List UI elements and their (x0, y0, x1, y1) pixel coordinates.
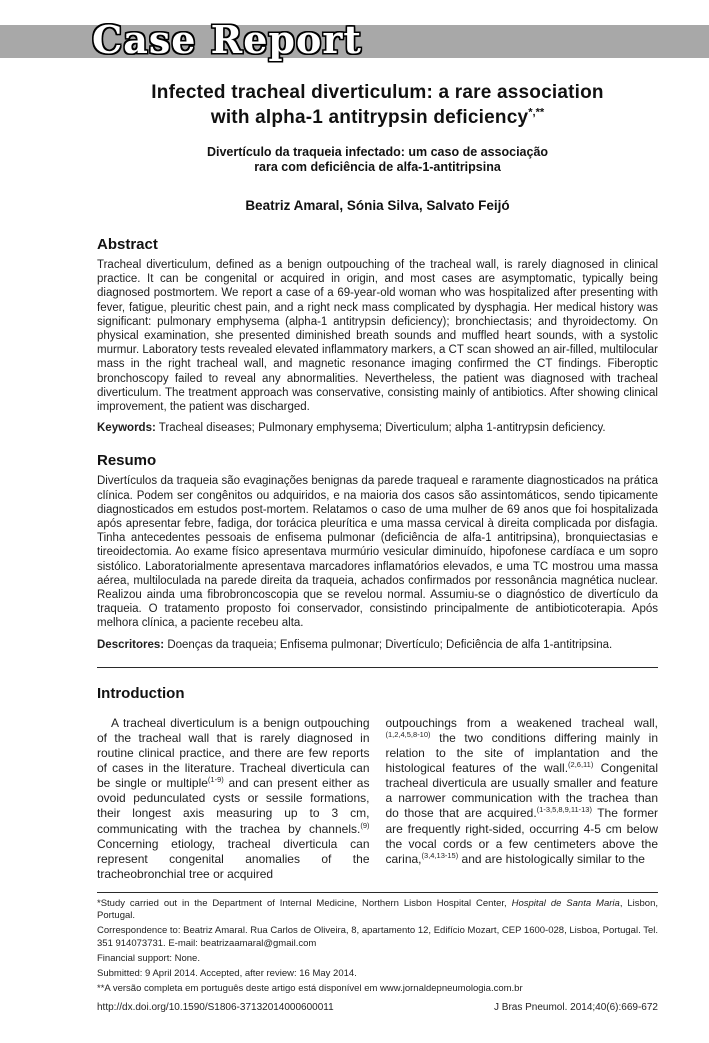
introduction-heading: Introduction (97, 684, 185, 702)
article-title-pt (97, 145, 658, 175)
descritores-line (97, 638, 658, 652)
abstract-body: Tracheal diverticulum, defined as a benign outpouching of the tracheal wall, is rarely diagnosed in clinical practice. It can be congenital or acquired in origin, and most cases are asymptomatic, typically being diagnosed postmortem. We report a case of a 69-year-old woman who was hospitalized after presenting with fever, fatigue, pleuritic chest pain, and a right neck mass complicated by dysphagia. Her medical history was significant: pulmonary emphysema (alpha-1 antitrypsin deficiency); bronchiectasis; and thyroidectomy. On physical examination, she presented diminished breath sounds and muffled heart sounds, with a systolic murmur. Laboratory tests revealed elevated inflammatory markers, a CT scan showed an air-filled, multilocular mass in the right tracheal wall, and magnetic resonance imaging confirmed the CT findings. Fiberoptic bronchoscopy failed to reveal any abnormalities. Nevertheless, the patient was diagnosed with tracheal diverticulum. The treatment approach was conservative, consisting mainly of antibiotics. After showing clinical improvement, the patient was discharged. (97, 259, 658, 414)
footnote-submitted: Submitted: 9 April 2014. Accepted, after review: 16 May 2014. (97, 967, 357, 979)
footnote-portuguese-version: **A versão completa em português deste artigo está disponível em www.jornaldepneumologia.com.br (97, 983, 523, 995)
article-title-en (97, 80, 658, 130)
subtitle-line-2: rara com deficiência de alfa-1-antitripsina (254, 160, 501, 174)
introduction-paragraph-right: outpouchings from a weakened tracheal wall,$^{(1,2,4,5,8-10)}$ the two conditions differing mainly in relation to the site of implantation and the histological features of the wall.$^{(2,6,11)}$ Congenital tracheal diverticula are usually smaller and feature a narrower communication with the trachea than do those that are acquired.$^{(1-3,5,8,9,11-13)}$ The former are frequently right-sided, occurring 4-5 cm below the vocal cords or a few centimeters above the carina,$^{(3,4,13-15)}$ and are histologically similar to the (385, 715, 658, 866)
descritores-text: Doenças da traqueia; Enfisema pulmonar; Divertículo; Deficiência de alfa 1-antitripsina. (164, 638, 613, 651)
resumo-body: Divertículos da traqueia são evaginações benignas da parede traqueal e raramente diagnosticados na prática clínica. Podem ser congênitos ou adquiridos, e na maioria dos casos são assintomáticos, sendo tipicamente diagnosticados em estudos post-mortem. Relatamos o caso de uma mulher de 69 anos que foi hospitalizada após apresentar febre, fadiga, dor torácica pleurítica e uma massa cervical à direita complicada por disfagia. Tinha antecedentes pessoais de enfisema pulmonar (deficiência de alfa-1 antitripsina), bronquiectasias e tireoidectomia. Ao exame físico apresentava murmúrio vesicular diminuído, hipofonese cardíaca e um sopro sistólico. Laboratorialmente apresentava marcadores inflamatórios elevados, e uma TC mostrou uma massa aérea, multiloculada na parede direita da traqueia, achados confirmados por ressonância magnética nuclear. Realizou ainda uma fibrobroncoscopia que se revelou normal. Assumiu-se o diagnóstico de divertículo da traqueia. O tratamento proposto foi conservador, consistindo principalmente de antibioticoterapia. Após melhora clínica, a paciente recebeu alta. (97, 475, 658, 630)
descritores-label: Descritores: (97, 638, 165, 651)
title-line-2: with alpha-1 antitrypsin deficiency*,** (210, 106, 545, 128)
introduction-paragraph-left: A tracheal diverticulum is a benign outpouching of the tracheal wall that is rarely diagnosed in routine clinical practice, and there are few reports of cases in the literature. Tracheal diverticula can be single or multiple$^{(1-9)}$ and can present either as ovoid pedunculated cysts or sessile formations, their longest axis measuring up to 3 cm, communicating with the trachea by channels.$^{(9)}$ Concerning etiology, tracheal diverticula can represent congenital anomalies of the tracheobronchial tree or acquired (97, 715, 370, 881)
section-banner (0, 17, 709, 62)
keywords-line (97, 421, 658, 435)
introduction-column-right (386, 716, 659, 882)
abstract-heading: Abstract (97, 236, 158, 253)
introduction-column-left (97, 716, 370, 882)
keywords-text: Tracheal diseases; Pulmonary emphysema; Diverticulum; alpha 1-antitrypsin deficiency. (155, 422, 606, 435)
doi-link: http://dx.doi.org/10.1590/S1806-37132014000600011 (97, 1002, 334, 1013)
resumo-heading: Resumo (97, 452, 157, 470)
journal-citation: J Bras Pneumol. 2014;40(6):669-672 (494, 1002, 658, 1013)
page-footer (97, 1002, 658, 1013)
keywords-label: Keywords: (97, 422, 156, 435)
footnotes-divider (97, 892, 658, 893)
introduction-columns (97, 716, 658, 882)
article-content (97, 80, 658, 995)
authors-line: Beatriz Amaral, Sónia Silva, Salvato Feijó (245, 198, 510, 213)
footnote-correspondence: Correspondence to: Beatriz Amaral. Rua Carlos de Oliveira, 8, apartamento 12, Edifício Mozart, CEP 1600-028, Lisboa, Portugal. Tel. 351 914073731. E-mail: beatrizaamaral@gmail.com (97, 925, 658, 949)
footnote-financial-support: Financial support: None. (97, 952, 200, 964)
banner-label: Case Report (92, 17, 362, 62)
footnotes-block (97, 892, 658, 995)
title-line-1: Infected tracheal diverticulum: a rare association (151, 82, 604, 103)
section-divider (97, 667, 658, 668)
subtitle-line-1: Divertículo da traqueia infectado: um caso de associação (206, 145, 549, 159)
footnote-study: *Study carried out in the Department of Internal Medicine, Northern Lisbon Hospital Center, Hospital de Santa Maria, Lisbon, Portugal. (97, 897, 659, 922)
